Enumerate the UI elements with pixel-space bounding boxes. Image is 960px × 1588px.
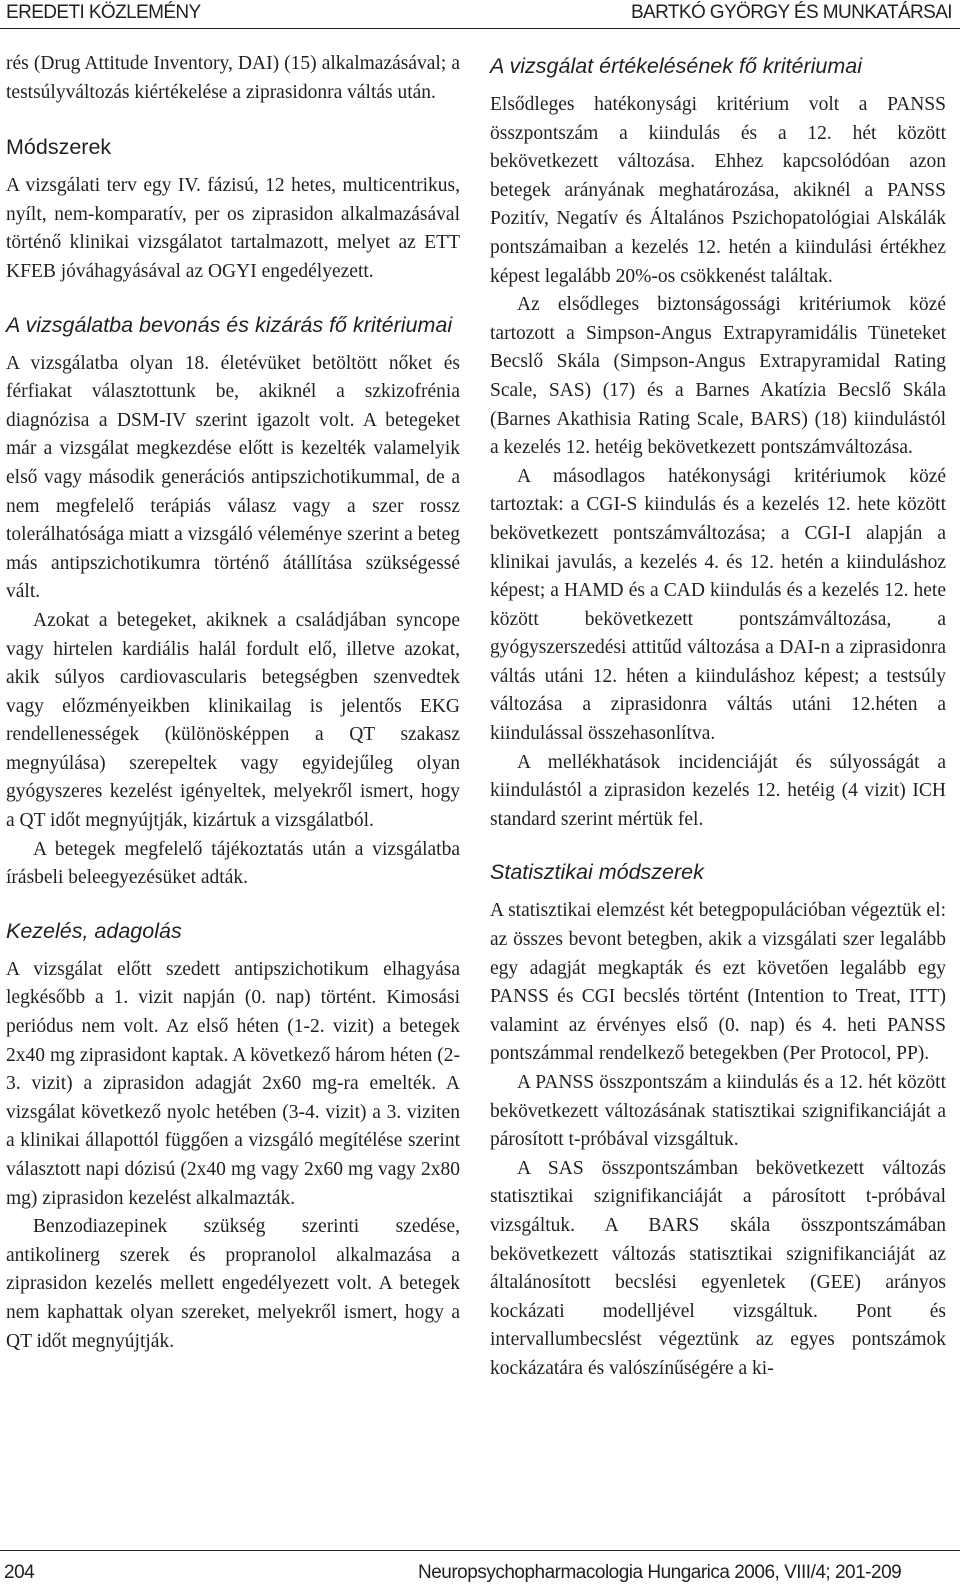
- paragraph-ertekeles-2: Az elsődleges biztonságossági kritériumok közé tartozott a Simpson-Angus Extrapyramidális Tüneteket Becslő Skála (Simpson-Angus Extrapyramidal Rating Scale, SAS) (17) és a Barnes Akatízia Becslő Skála (Barnes Akathisia Rating Scale, BARS) (18) kiindulástól a kezelés 12. hetéig bekövetkezett pontszámváltozása.: [490, 294, 946, 459]
- header-authors: BARTKÓ GYÖRGY ÉS MUNKATÁRSAI: [630, 2, 952, 23]
- paragraph-bevonas-1: A vizsgálatba olyan 18. életévüket betöltött nőket és férfiakat választottunk be, akiknél a szkizofrénia diagnózisa a DSM-IV szerint igazolt volt. A betegeket már a vizsgálat megkezdése előtt is kezelték valamelyik első vagy második generációs antipszichotikummal, de a nem megfelelő terápiás válasz vagy a szer rossz tolerálhatósága miatt a vizsgáló véleménye szerint a beteg más antipszichotikumra történő átállítása szükségessé vált.: [6, 352, 460, 603]
- header-section-label: EREDETI KÖZLEMÉNY: [6, 2, 201, 23]
- header-rule: [0, 28, 960, 29]
- paragraph-bevonas-3: A betegek megfelelő tájékoztatás után a vizsgálatba írásbeli beleegyezésüket adták.: [6, 838, 460, 889]
- paragraph-ertekeles-3: A másodlagos hatékonysági kritériumok közé tartoztak: a CGI-S kiindulás és a kezelés 12. hete között bekövetkezett pontszámváltozása; a CGI-I alapján a klinikai javulás, a kezelés 4. és 12. hetén a kiinduláshoz képest; a HAMD és a CAD kiindulás és a kezelés 12. hete között bekövetkezett pontszámváltozása, a gyógyszerszedési attitűd változása a DAI-n a ziprasidonra váltás utáni 12. héten a kiinduláshoz képest; a testsúly változása a ziprasidonra váltás utáni 12.héten a kiindulással összehasonlítva.: [490, 465, 946, 745]
- intro-continuation: rés (Drug Attitude Inventory, DAI) (15) alkalmazásával; a testsúlyváltozás kiértékelése a ziprasidonra váltás után.: [6, 53, 460, 103]
- paragraph-stat-2: A PANSS összpontszám a kiindulás és a 12. hét között bekövetkezett változásának statisztikai szignifikanciáját a párosított t-próbával vizsgáltuk.: [490, 1072, 946, 1151]
- page-number: 204: [4, 1562, 35, 1583]
- paragraph-kezeles-1: A vizsgálat előtt szedett antipszichotikum elhagyása legkésőbb a 1. vizit napján (0. nap) történt. Kimosási periódus nem volt. Az első héten (1-2. vizit) a betegek 2x40 mg ziprasidont kaptak. A következő három héten (2-3. vizit) a ziprasidon adagját 2x60 mg-ra emelték. A vizsgálat következő nyolc hetében (3-4. vizit) a 3. viziten a klinikai állapottól függően a vizsgáló megítélése szerint választott napi dózisú (2x40 mg vagy 2x60 mg vagy 2x80 mg) ziprasidon kezelést alkalmazták.: [6, 958, 460, 1209]
- left-column: [6, 50, 460, 1356]
- page-footer: [0, 1550, 960, 1588]
- heading-ertekeles: A vizsgálat értékelésének fő kritériumai: [490, 54, 863, 78]
- heading-bevonas: A vizsgálatba bevonás és kizárás fő kritériumai: [6, 312, 453, 337]
- heading-kezeles: Kezelés, adagolás: [6, 918, 182, 943]
- paragraph-modszerek: A vizsgálati terv egy IV. fázisú, 12 hetes, multicentrikus, nyílt, nem-komparatív, per os ziprasidon alkalmazásával történő klinikai vizsgálatot tartalmazott, melyet az ETT KFEB jóváhagyásával az OGYI engedélyezett.: [6, 175, 460, 282]
- running-header: [0, 0, 960, 28]
- paragraph-stat-3: A SAS összpontszámban bekövetkezett változás statisztikai szignifikanciáját a párosított t-próbával vizsgáltuk. A BARS skála összpontszámában bekövetkezett változás statisztikai szignifikanciáját az általánosított becslési egyenletek (GEE) arányos kockázati modelljével vizsgáltuk. Pont és intervallumbecslést végeztünk az egyes pontszámok kockázatára és valószínűségére a ki-: [490, 1157, 946, 1379]
- heading-statisztika: Statisztikai módszerek: [490, 860, 704, 885]
- paragraph-ertekeles-1: Elsődleges hatékonysági kritérium volt a PANSS összpontszám a kiindulás és a 12. hét között bekövetkezett változása. Ehhez kapcsolódóan azon betegek arányának meghatározása, akiknél a PANSS Pozitív, Negatív és Általános Pszichopatológiai Alskálák pontszámaiban a kezelés 12. hetén a kiindulási értékhez képest legalább 20%-os csökkenést találtak.: [490, 94, 946, 287]
- paragraph-stat-1: A statisztikai elemzést két betegpopulációban végeztük el: az összes bevont betegben, akik a vizsgálati szer legalább egy adagját megkapták és ezt követően legalább egy PANSS és CGI becslés történt (Intention to Treat, ITT) valamint az érvényes első (0. nap) és 4. heti PANSS pontszámmal rendelkező betegekben (Per Protocol, PP).: [490, 900, 946, 1065]
- footer-rule: [0, 1550, 960, 1551]
- heading-modszerek: Módszerek: [6, 135, 112, 160]
- paragraph-bevonas-2: Azokat a betegeket, akiknek a családjában syncope vagy hirtelen kardiális halál fordult elő, illetve azokat, akik súlyos cardiovascularis betegségben szenvedtek vagy előzményeikben klinikailag is jelentős EKG rendellenességek (különösképpen a QT szakasz megnyúlása) szerepeltek vagy egyidejűleg olyan gyógyszeres kezelést igényeltek, melyekről ismert, hogy a QT időt megnyújtják, kizártuk a vizsgálatból.: [6, 609, 460, 832]
- paragraph-ertekeles-4: A mellékhatások incidenciáját és súlyosságát a kiindulástól a ziprasidon kezelés 12. hetéig (4 vizit) ICH standard szerint mértük fel.: [490, 751, 946, 830]
- paragraph-kezeles-2: Benzodiazepinek szükség szerinti szedése, antikolinerg szerek és propranolol alkalmazása a ziprasidon kezelés mellett engedélyezett volt. A betegek nem kaphattak olyan szereket, melyekről ismert, hogy a QT időt megnyújtják.: [6, 1216, 460, 1352]
- journal-citation: Neuropsychopharmacologia Hungarica 2006, VIII/4; 201-209: [418, 1562, 902, 1583]
- right-column: [490, 50, 946, 1384]
